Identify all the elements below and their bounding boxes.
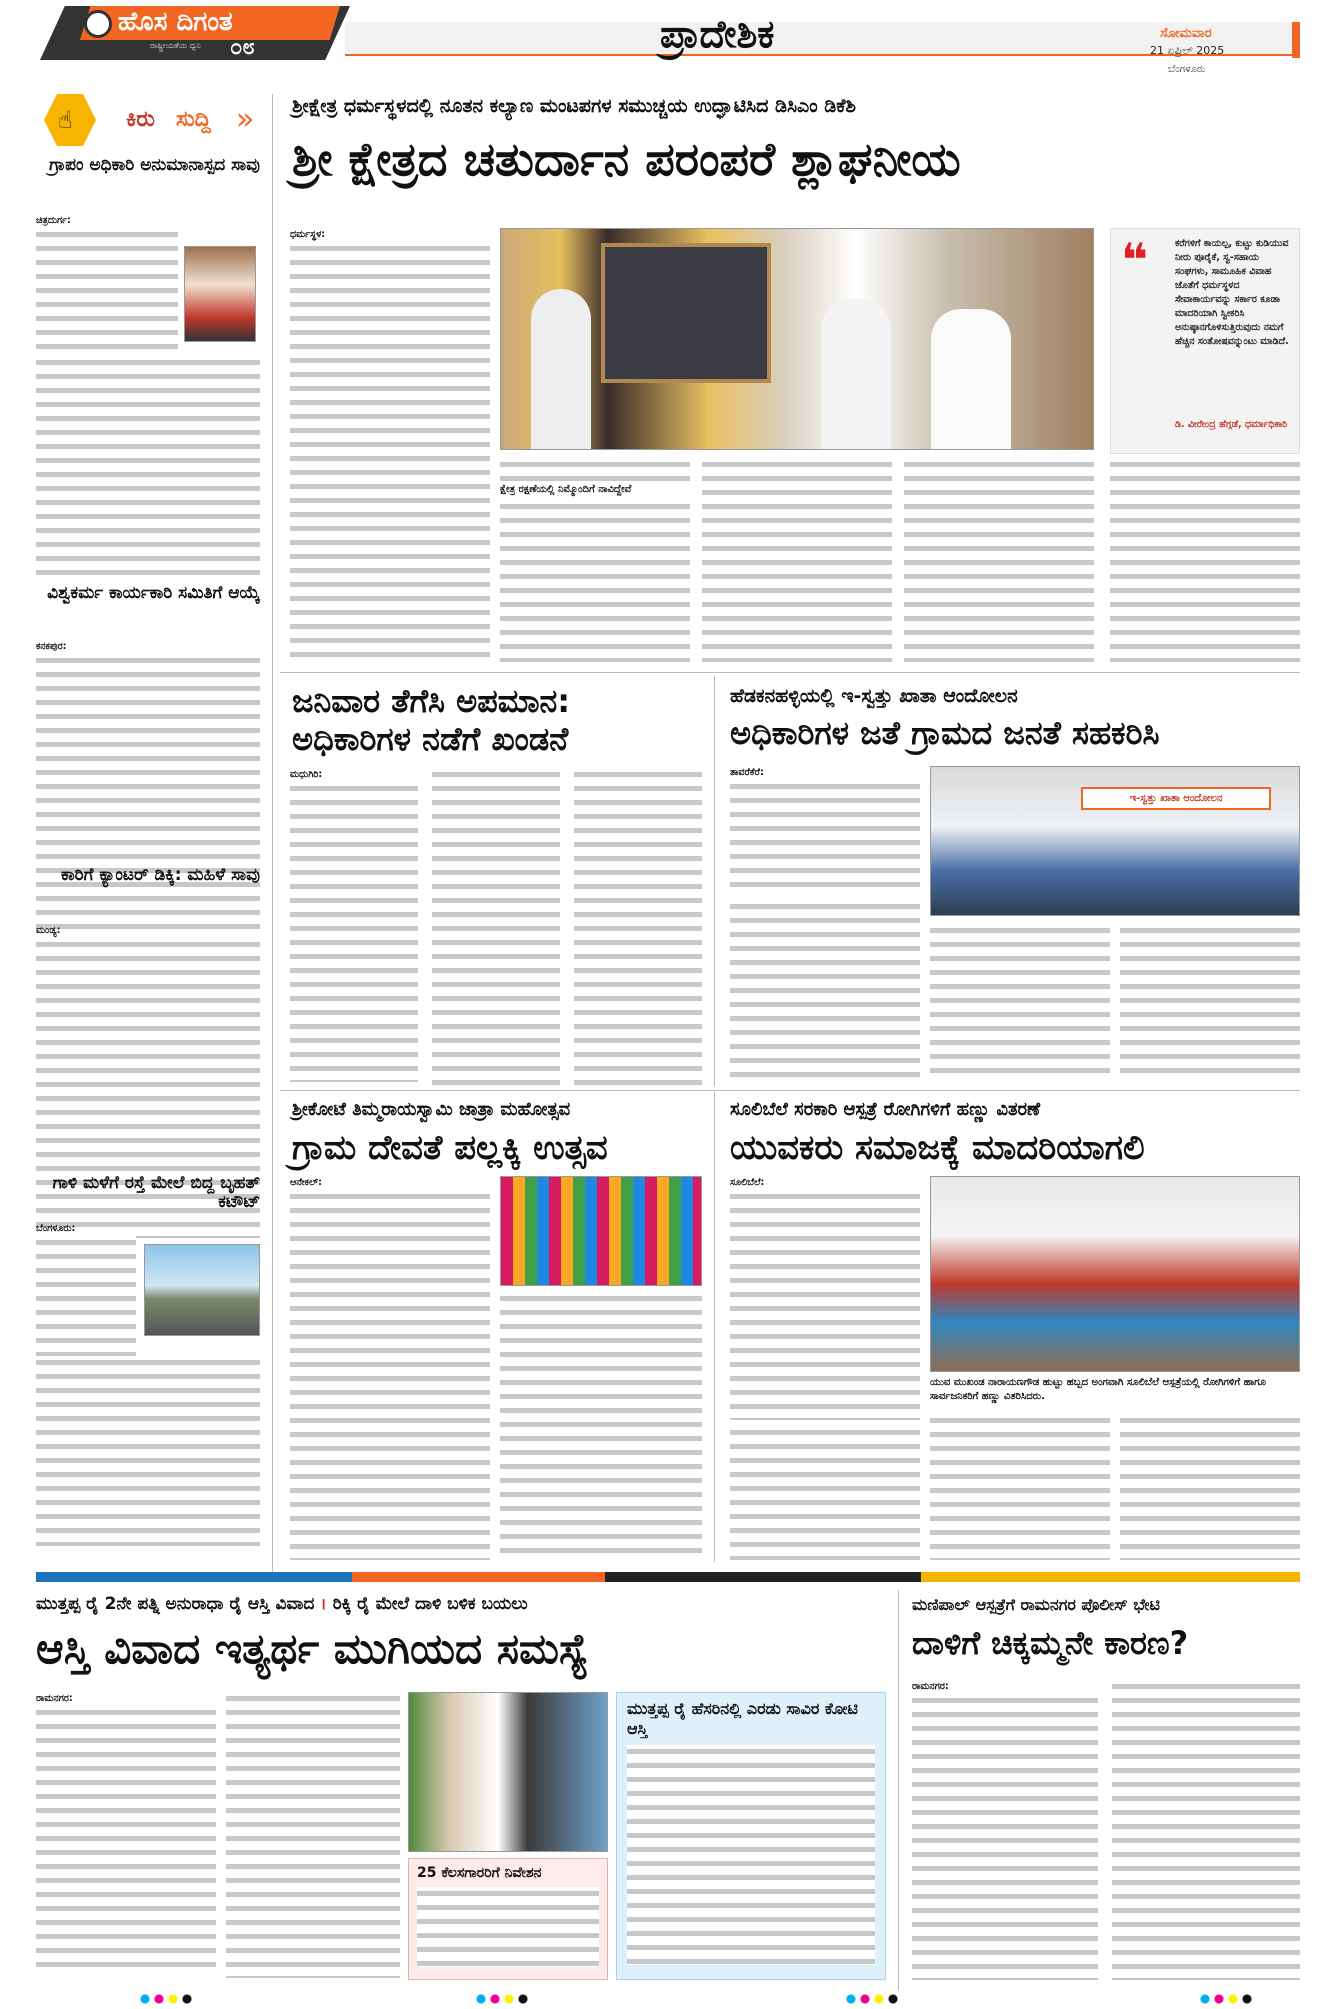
registration-marks-right: [1200, 1994, 1260, 2004]
story6-headline: ಆಸ್ತಿ ವಿವಾದ ಇತ್ಯರ್ಥ ಮುಗಿಯದ ಸಮಸ್ಯೆ: [36, 1624, 589, 1673]
story6-box2-body: [417, 1887, 599, 1967]
divider-mid: [280, 1090, 1300, 1091]
story5-body-3: [930, 1414, 1110, 1560]
left-story-1-body-2: [36, 356, 260, 576]
left-story-4-photo: [144, 1244, 260, 1336]
story2-body-3: [574, 768, 702, 1088]
lead-kicker: ಶ್ರೀಕ್ಷೇತ್ರ ಧರ್ಮಸ್ಥಳದಲ್ಲಿ ನೂತನ ಕಲ್ಯಾಣ ಮಂಟಪಗಳ ಸಮುಚ್ಚಯ ಉದ್ಘಾಟಿಸಿದ ಡಿಸಿಎಂ ಡಿಕೆಶಿ: [292, 95, 856, 117]
story4-body-1: ಆನೇಕಲ್:: [290, 1176, 490, 1560]
story6-box1-body: [627, 1745, 875, 1965]
story3-headline: ಅಧಿಕಾರಿಗಳ ಜತೆ ಗ್ರಾಮದ ಜನತೆ ಸಹಕರಿಸಿ: [730, 714, 1160, 752]
story6-photo: [408, 1692, 608, 1852]
story6-kicker-b: ರಿಕ್ಕಿ ರೈ ಮೇಲೆ ದಾಳಿ ಬಳಿಕ ಬಯಲು: [332, 1594, 528, 1614]
quote-box: [1110, 228, 1300, 454]
story3-body-1: ತಾವರೆಕೆರೆ:: [730, 766, 920, 890]
chevron-icons: »: [236, 102, 255, 137]
kiru-label: ಕಿರು: [126, 107, 155, 132]
story3-kicker: ಹೆಡಕನಹಳ್ಳಿಯಲ್ಲಿ ಇ-ಸ್ವತ್ತು ಖಾತಾ ಆಂದೋಲನ: [730, 685, 1018, 707]
orange-tab: [1292, 22, 1300, 58]
weekday: ಸೋಮವಾರ: [1160, 26, 1212, 41]
left-story-1-photo: [184, 246, 256, 342]
lead-body-col4: [904, 458, 1094, 662]
divider-story2: [714, 676, 715, 1086]
hand-icon: ☝: [58, 106, 73, 134]
lead-subhead: ಕ್ಷೇತ್ರ ರಕ್ಷಣೆಯಲ್ಲಿ ನಿಮ್ಮೊಂದಿಗೆ ನಾವಿದ್ದೇವೆ: [500, 484, 690, 495]
story6-kicker: [36, 1594, 528, 1614]
story6-box1-title: ಮುತ್ತಪ್ಪ ರೈ ಹೆಸರಿನಲ್ಲಿ ಎರಡು ಸಾವಿರ ಕೋಟಿ ಆಸ್ತಿ: [627, 1699, 858, 1738]
lotus-icon: [84, 10, 112, 38]
story5-photo: [930, 1176, 1300, 1372]
story2-body-2: [432, 768, 560, 1088]
paper-name: ಹೊಸ ದಿಗಂತ: [118, 7, 233, 37]
story4-headline: ಗ್ರಾಮ ದೇವತೆ ಪಲ್ಲಕ್ಕಿ ಉತ್ಸವ: [292, 1128, 608, 1168]
story6-body-2: [226, 1692, 400, 1978]
lead-body-col1: ಧರ್ಮಸ್ಥಳ:: [290, 228, 490, 664]
suddi-label: ಸುದ್ದಿ: [176, 107, 211, 132]
page-number: ೦೮: [230, 35, 255, 60]
city: ಬೆಂಗಳೂರು: [1168, 64, 1206, 75]
paper-tagline: ರಾಷ್ಟ್ರೀಯತೆಯ ಧ್ವನಿ: [150, 41, 201, 50]
story7-body-2: [1112, 1680, 1300, 1980]
story5-body-4: [1120, 1414, 1300, 1560]
story2-headline-1: ಜನಿವಾರ ತೆಗೆಸಿ ಅಪಮಾನ:: [292, 682, 571, 720]
left-story-4-headline: ಗಾಳಿ ಮಳೆಗೆ ರಸ್ತೆ ಮೇಲೆ ಬಿದ್ದ ಬೃಹತ್ ಕಟೌಟ್: [52, 1173, 260, 1212]
left-story-1-body: ಚಿತ್ರದುರ್ಗ:: [36, 214, 178, 354]
lead-body-col5: [1110, 458, 1300, 662]
story4-photo: [500, 1176, 702, 1286]
story3-body-4: [1120, 924, 1300, 1080]
story3-banner: ಇ-ಸ್ವತ್ತು ಖಾತಾ ಆಂದೋಲನ: [1081, 787, 1271, 810]
divider-story4: [714, 1092, 715, 1562]
story3-photo: [930, 766, 1300, 916]
story7-body-1: ರಾಮನಗರ:: [912, 1680, 1098, 1980]
left-column: [36, 94, 262, 1554]
story5-caption: ಯುವ ಮುಖಂಡ ನಾರಾಯಣಗೌಡ ಹುಟ್ಟು ಹಬ್ಬದ ಅಂಗವಾಗಿ ಸೂಲಿಬೆಲೆ ಆಸ್ಪತ್ರೆಯಲ್ಲಿ ರೋಗಿಗಳಿಗೆ ಹಾಗೂ ಸಾರ್ವಜನಿಕರಿಗೆ ಹಣ್ಣು ವಿತರಿಸಿದರು.: [930, 1377, 1266, 1402]
story4-body-2: [500, 1292, 702, 1560]
story7-kicker: ಮಣಿಪಾಲ್ ಆಸ್ಪತ್ರೆಗೆ ರಾಮನಗರ ಪೊಲೀಸ್ ಭೇಟಿ: [912, 1595, 1160, 1614]
story6-body-1: ರಾಮನಗರ:: [36, 1692, 216, 1978]
story2-headline-2: ಅಧಿಕಾರಿಗಳ ನಡೆಗೆ ಖಂಡನೆ: [292, 720, 569, 758]
story5-body-2: [730, 1426, 920, 1560]
person-2: [821, 299, 891, 449]
story4-kicker: ಶ್ರೀಕೋಟೆ ತಿಮ್ಮರಾಯಸ್ವಾಮಿ ಜಾತ್ರಾ ಮಹೋತ್ಸವ: [292, 1099, 571, 1120]
masthead: [0, 0, 1339, 75]
story6-kicker-a: ಮುತ್ತಪ್ಪ ರೈ 2ನೇ ಪತ್ನಿ ಅನುರಾಧಾ ರೈ ಆಸ್ತಿ ವಿವಾದ: [36, 1594, 315, 1614]
story6-kicker-sep: ।: [320, 1594, 327, 1614]
person-3: [931, 309, 1011, 449]
registration-marks-mid: [846, 1994, 906, 2004]
registration-marks-center: [476, 1994, 536, 2004]
left-story-2-headline: ವಿಶ್ವಕರ್ಮ ಕಾರ್ಯಕಾರಿ ಸಮಿತಿಗೆ ಆಯ್ಕೆ: [47, 583, 260, 603]
section-title: ಪ್ರಾದೇಶಿಕ: [660, 12, 775, 56]
lead-headline: ಶ್ರೀ ಕ್ಷೇತ್ರದ ಚತುರ್ದಾನ ಪರಂಪರೆ ಶ್ಲಾಘನೀಯ: [292, 132, 961, 186]
lead-photo: [500, 228, 1094, 450]
story3-body-2: [730, 900, 920, 1080]
person-1: [531, 289, 591, 449]
story3-body-3: [930, 924, 1110, 1080]
date: 21 ಏಪ್ರಿಲ್ 2025: [1150, 44, 1225, 57]
quote-text: ಕರೆಗಳಿಗೆ ಕಾಯಲ್ಪ, ಕುಟ್ಟು ಕುಡಿಯುವ ನೀರು ಪೂರೈಕೆ, ಸ್ವ-ಸಹಾಯ ಸಂಘಗಳು, ಸಾಮೂಹಿಕ ವಿವಾಹ ಜೊತೆಗೆ ಧರ್ಮಸ್ಥಳದ ಸೇವಾಕಾರ್ಯವನ್ನು ಸರ್ಕಾರ ಕೂಡಾ ಮಾದರಿಯಾಗಿ ಸ್ವೀಕರಿಸಿ ಅನುಷ್ಠಾನಗೊಳಿಸುತ್ತಿರುವುದು ನಮಗೆ ಹೆಚ್ಚಿನ ಸಂತೋಷವನ್ನುಂಟು ಮಾಡಿದೆ.: [1175, 238, 1289, 347]
story5-headline: ಯುವಕರು ಸಮಾಜಕ್ಕೆ ಮಾದರಿಯಾಗಲಿ: [730, 1128, 1145, 1168]
left-story-3-body: ಮಂಡ್ಯ:: [36, 924, 260, 1260]
story6-box2: [408, 1858, 608, 1980]
left-story-3-headline: ಕಾರಿಗೆ ಕ್ಯಾಂಟರ್ ಡಿಕ್ಕಿ: ಮಹಿಳೆ ಸಾವು: [60, 865, 260, 885]
registration-marks-left: [140, 1994, 200, 2004]
separator-bar: [36, 1572, 1300, 1582]
plaque: [601, 243, 771, 383]
divider-story6: [898, 1590, 899, 1990]
story5-body-1: ಸೂಲಿಬೆಲೆ:: [730, 1176, 920, 1422]
quote-mark-icon: ❝: [1121, 233, 1148, 287]
left-story-4-body-2: [36, 1356, 260, 1546]
lead-body-col3: [702, 458, 892, 662]
story7-headline: ದಾಳಿಗೆ ಚಿಕ್ಕಮ್ಮನೇ ಕಾರಣ?: [912, 1624, 1189, 1662]
divider-lead: [280, 672, 1300, 673]
story6-box1: [616, 1692, 886, 1980]
left-column-divider: [272, 94, 273, 1574]
left-story-2-body: ಕನಕಪುರ:: [36, 640, 260, 956]
left-story-4-body: ಬೆಂಗಳೂರು:: [36, 1222, 136, 1352]
quote-author: ಡಿ. ವೀರೇಂದ್ರ ಹೆಗ್ಗಡೆ, ಧರ್ಮಾಧಿಕಾರಿ: [1175, 419, 1288, 430]
story6-box2-title: 25 ಕೆಲಸಗಾರರಿಗೆ ನಿವೇಶನ: [417, 1865, 542, 1881]
story5-kicker: ಸೂಲಿಬೆಲೆ ಸರಕಾರಿ ಆಸ್ಪತ್ರೆ ರೋಗಿಗಳಿಗೆ ಹಣ್ಣು ವಿತರಣೆ: [730, 1099, 1041, 1120]
story2-body-1: ಮಧುಗಿರಿ:: [290, 768, 418, 1088]
left-story-1-headline: ಗ್ರಾಪಂ ಅಧಿಕಾರಿ ಅನುಮಾನಾಸ್ಪದ ಸಾವು: [49, 155, 260, 175]
